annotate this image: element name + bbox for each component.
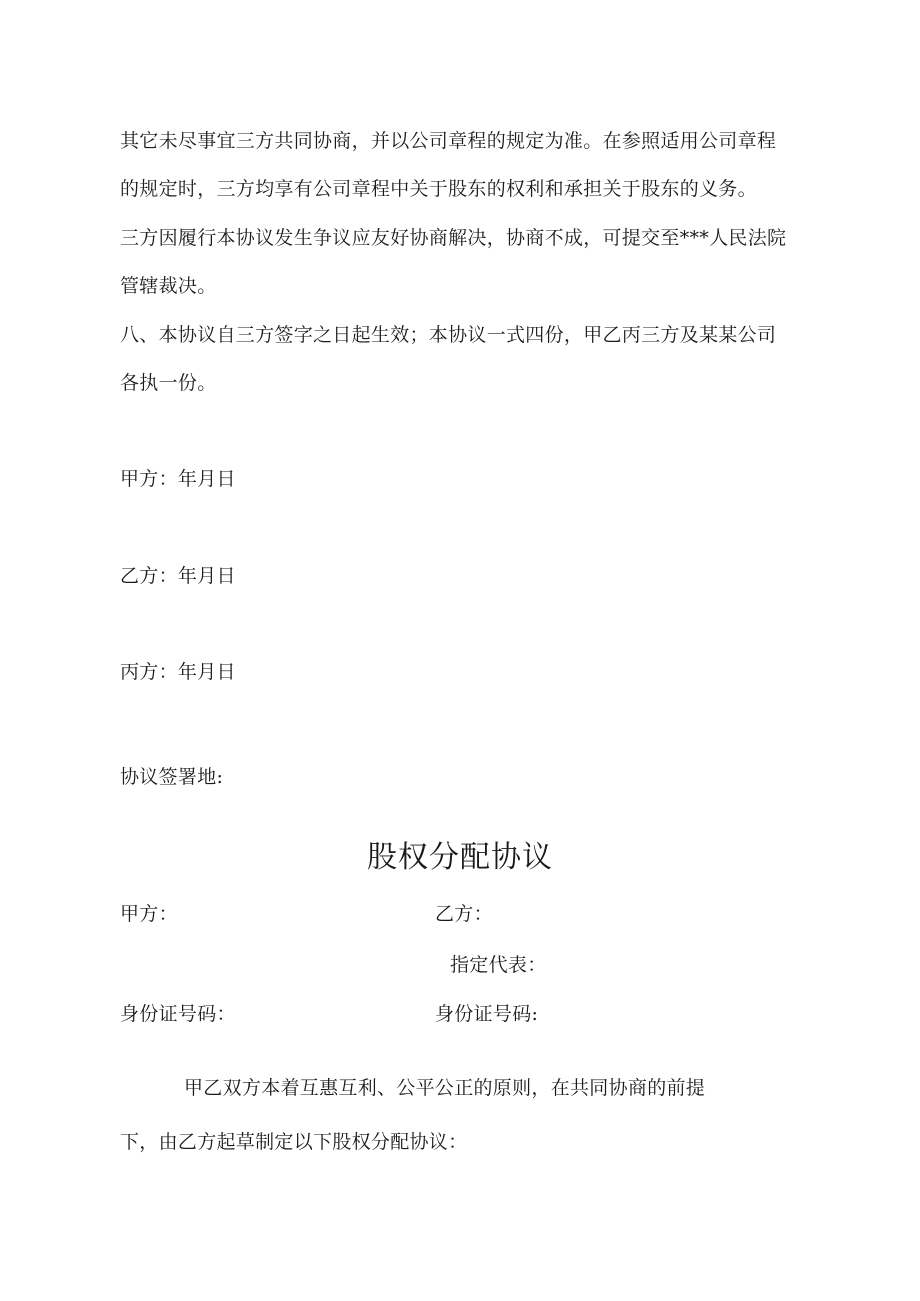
signature-party-b: 乙方：年月日 [120,565,236,587]
clause-text-line: 的规定时，三方均享有公司章程中关于股东的权利和承担关于股东的义务。 [120,178,757,200]
agreement-intro-line: 甲乙双方本着互惠互利、公平公正的原则，在共同协商的前提 [184,1077,706,1099]
id-number-b-label: 身份证号码: [435,1003,539,1025]
dispute-clause-line: 三方因履行本协议发生争议应友好协商解决，协商不成，可提交至***人民法院 [120,227,787,249]
signature-party-a: 甲方：年月日 [120,468,236,490]
designated-representative-label: 指定代表： [450,954,547,976]
dispute-clause-line: 管辖裁决。 [120,275,217,297]
agreement-intro-line: 下，由乙方起草制定以下股权分配协议： [120,1131,468,1153]
agreement-title: 股权分配协议 [367,840,553,875]
clause-eight-line: 各执一份。 [120,372,217,394]
party-b-label: 乙方： [435,903,493,925]
signature-party-c: 丙方：年月日 [120,661,236,683]
id-number-a-label: 身份证号码： [120,1003,236,1025]
signing-place: 协议签署地: [120,766,224,788]
clause-text-line: 其它未尽事宜三方共同协商，并以公司章程的规定为准。在参照适用公司章程 [120,130,777,152]
clause-eight-line: 八、本协议自三方签字之日起生效；本协议一式四份，甲乙丙三方及某某公司 [120,324,777,346]
party-a-label: 甲方： [120,903,178,925]
